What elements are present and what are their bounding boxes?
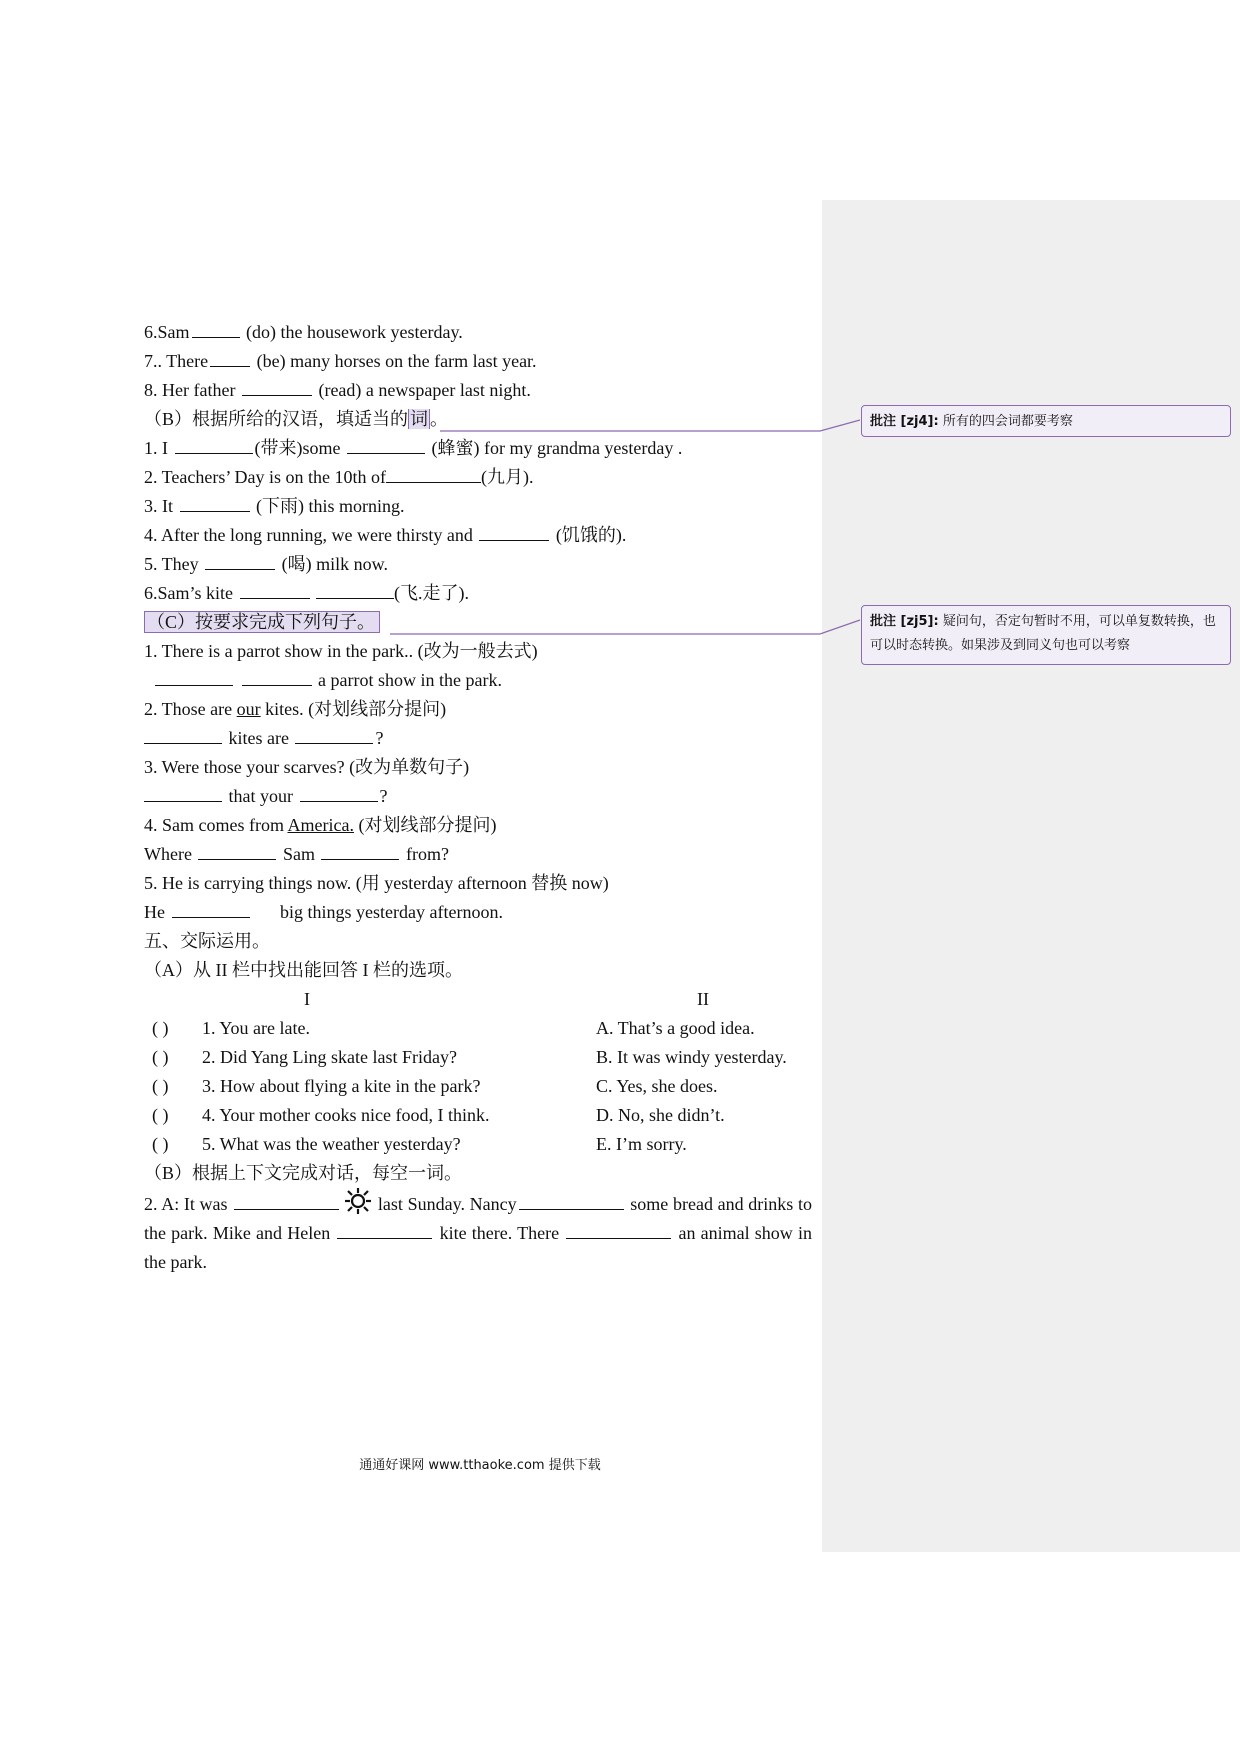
section-c-q2: 2. Those are our kites. (对划线部分提问) [144,699,447,719]
comment-zj5[interactable]: 批注 [zj5]: 疑问句，否定句暂时不用，可以单复数转换，也可以时态转换。如果涉及到同义句也可以考察 [861,605,1231,665]
section-b-q4: 4. After the long running, we were thirsty and (饥饿的). [144,521,812,550]
fill-verb-8: 8. Her father (read) a newspaper last night. [144,376,812,405]
section-b-q2: 2. Teachers’ Day is on the 10th of (九月). [144,463,812,492]
section-b-q5: 5. They (喝) milk now. [144,550,812,579]
section-c-q1: 1. There is a parrot show in the park.. (改为一般去式) [144,641,538,661]
section-c-q4-answer: Where Sam from? [144,840,812,869]
section-c-q2-answer: kites are ? [144,724,812,753]
fill-verb-7: 7.. There (be) many horses on the farm last year. [144,347,812,376]
section-5-title: 五、交际运用。 [144,931,270,951]
section-c-q5: 5. He is carrying things now. (用 yesterday afternoon 替换 now) [144,873,609,893]
match-row: ( ) 2. Did Yang Ling skate last Friday? B. It was windy yesterday. [152,1047,787,1067]
sun-icon [343,1188,373,1214]
comment-anchor-zj4: 词 [410,409,429,429]
section-c-q4: 4. Sam comes from America. (对划线部分提问) [144,815,497,835]
section-b-q3: 3. It (下雨) this morning. [144,492,812,521]
column-ii-header: II [697,989,709,1009]
column-i-header: I [304,989,310,1009]
match-row: ( ) 4. Your mother cooks nice food, I think. D. No, she didn’t. [152,1105,725,1125]
match-row: ( ) 5. What was the weather yesterday? E. I’m sorry. [152,1134,687,1154]
comment-zj4[interactable]: 批注 [zj4]: 所有的四会词都要考察 [861,405,1231,437]
fill-verb-6: 6.Sam (do) the housework yesterday. [144,318,812,347]
section-b-q1: 1. I (带来)some (蜂蜜) for my grandma yesterday . [144,434,812,463]
section-c-title [144,608,812,637]
page-footer: 通通好课网 www.tthaoke.com 提供下载 [359,1458,601,1473]
section-c-q1-answer: a parrot show in the park. [144,666,812,695]
section-5a-title: （A）从 II 栏中找出能回答 I 栏的选项。 [144,960,463,980]
section-b-title: （B）根据所给的汉语，填适当的 词 。 [144,409,449,429]
match-row: ( ) 3. How about flying a kite in the park? C. Yes, she does. [152,1076,718,1096]
section-c-q5-answer: He big things yesterday afternoon. [144,898,812,927]
section-b-q6: 6.Sam’s kite (飞.走了). [144,579,812,608]
section-c-q3-answer: that your ? [144,782,812,811]
comment-anchor-zj5: （C）按要求完成下列句子。 [144,611,380,633]
section-c-q3: 3. Were those your scarves? (改为单数句子) [144,757,470,777]
match-column-headers [144,985,812,1014]
dialog-paragraph: 2. A: It was last Sunday. Nancy some bread and drinks to the park. Mike and Helen kite there. There an animal show in the park. [144,1188,812,1277]
match-row: ( ) 1. You are late. A. That’s a good idea. [152,1018,755,1038]
section-5b-title: （B）根据上下文完成对话，每空一词。 [144,1163,463,1183]
worksheet-body [144,318,812,1277]
